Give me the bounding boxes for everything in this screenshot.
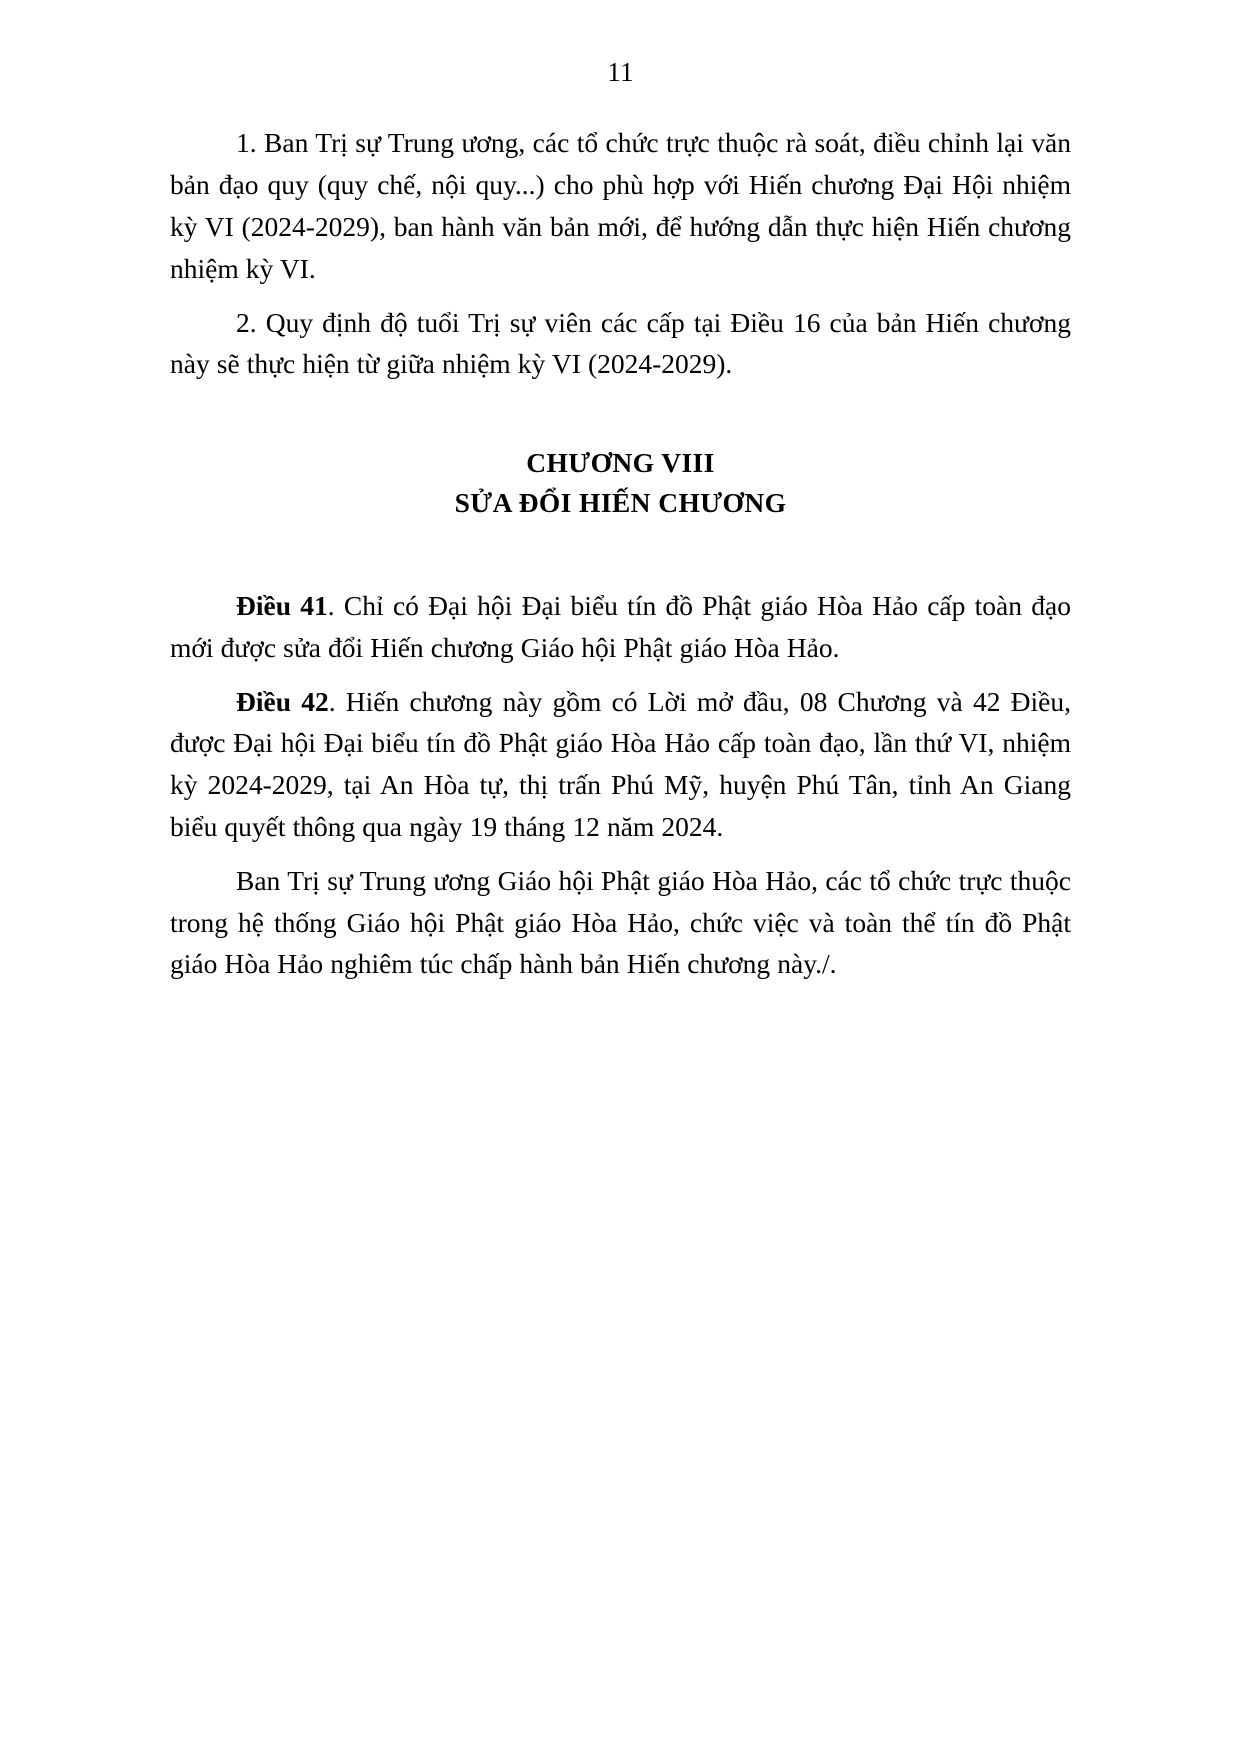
page-number: 11 <box>607 57 634 87</box>
closing-paragraph: Ban Trị sự Trung ương Giáo hội Phật giáo Hòa Hảo, các tổ chức trực thuộc trong hệ thống Giáo hội Phật giáo Hòa Hảo, chức việc và toàn thể tín đồ Phật giáo Hòa Hảo nghiêm túc chấp hành bản Hiến chương này./. <box>170 864 1071 980</box>
article-42-text: . Hiến chương này gồm có Lời mở đầu, 08 Chương và 42 Điều, được Đại hội Đại biểu tín đồ Phật giáo Hòa Hảo cấp toàn đạo, lần thứ VI, nhiệm kỳ 2024-2029, tại An Hòa tự, thị trấn Phú Mỹ, huyện Phú Tân, tỉnh An Giang biểu quyết thông qua ngày 19 tháng 12 năm 2024. <box>170 685 1071 842</box>
chapter-heading-block <box>170 443 1071 523</box>
chapter-subtitle: SỬA ĐỔI HIẾN CHƯƠNG <box>454 487 787 519</box>
article-42-label: Điều 42 <box>236 685 329 717</box>
paragraph-item-1: 1. Ban Trị sự Trung ương, các tổ chức trực thuộc rà soát, điều chỉnh lại văn bản đạo quy (quy chế, nội quy...) cho phù hợp với Hiến chương Đại Hội nhiệm kỳ VI (2024-2029), ban hành văn bản mới, để hướng dẫn thực hiện Hiến chương nhiệm kỳ VI. <box>170 127 1071 284</box>
article-41-text: . Chỉ có Đại hội Đại biểu tín đồ Phật giáo Hòa Hảo cấp toàn đạo mới được sửa đổi Hiến chương Giáo hội Phật giáo Hòa Hảo. <box>170 589 1071 663</box>
paragraph-item-2: 2. Quy định độ tuổi Trị sự viên các cấp tại Điều 16 của bản Hiến chương này sẽ thực hiện từ giữa nhiệm kỳ VI (2024-2029). <box>170 306 1071 380</box>
chapter-title: CHƯƠNG VIII <box>526 447 715 479</box>
article-41 <box>170 585 1071 669</box>
article-42 <box>170 681 1071 848</box>
article-41-label: Điều 41 <box>236 589 328 621</box>
